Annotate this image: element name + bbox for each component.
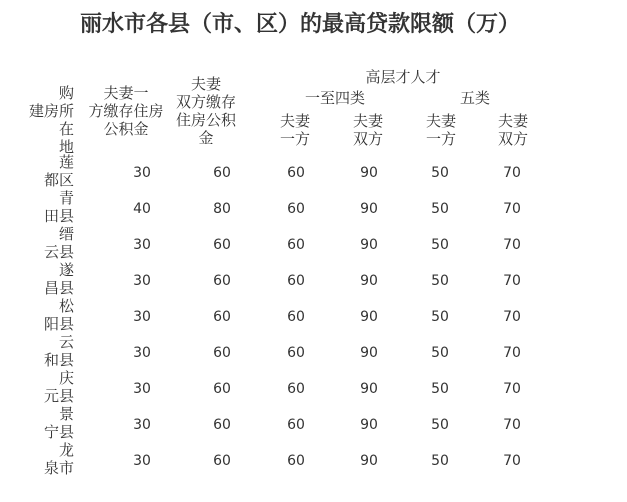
value-g2-single: 50: [431, 381, 449, 397]
value-single-fund: 30: [133, 273, 151, 289]
value-g2-double: 70: [503, 309, 521, 325]
value-g1-single: 60: [287, 309, 305, 325]
header-g2-double-label: 夫妻 双方: [497, 112, 528, 148]
value-g2-double: 70: [503, 165, 521, 181]
header-g2-single-label: 夫妻 一方: [425, 112, 456, 148]
value-g1-single: 60: [287, 381, 305, 397]
value-g1-double: 90: [360, 453, 378, 469]
header-location-label: 购 建房所在 地: [28, 84, 74, 156]
value-g2-single: 50: [431, 165, 449, 181]
header-double-fund-label: 夫妻 双方缴存 住房公积 金: [175, 75, 236, 147]
value-g1-double: 90: [360, 237, 378, 253]
row-location-name: 云 和县: [43, 333, 74, 369]
value-g1-double: 90: [360, 309, 378, 325]
value-g1-single: 60: [287, 201, 305, 217]
row-location-name: 缙 云县: [43, 225, 74, 261]
value-g1-double: 90: [360, 381, 378, 397]
value-g2-double: 70: [503, 453, 521, 469]
value-single-fund: 30: [133, 417, 151, 433]
header-talent: 高层才人才: [365, 68, 441, 86]
value-g2-double: 70: [503, 345, 521, 361]
value-g1-double: 90: [360, 345, 378, 361]
value-single-fund: 30: [133, 381, 151, 397]
value-double-fund: 60: [213, 417, 231, 433]
header-g1-double: [335, 112, 383, 148]
page-title: 丽水市各县（市、区）的最高贷款限额（万）: [79, 11, 520, 37]
value-g2-double: 70: [503, 201, 521, 217]
header-g1-double-label: 夫妻 双方: [352, 112, 383, 148]
value-g2-single: 50: [431, 417, 449, 433]
value-g2-single: 50: [431, 453, 449, 469]
header-g2-single: [408, 112, 456, 148]
value-g2-single: 50: [431, 309, 449, 325]
row-location-name: 遂 昌县: [43, 261, 74, 297]
row-location-name: 松 阳县: [43, 297, 74, 333]
header-g2-double: [480, 112, 528, 148]
value-double-fund: 60: [213, 381, 231, 397]
value-g2-single: 50: [431, 201, 449, 217]
header-group-5: 五类: [459, 89, 490, 107]
value-g1-single: 60: [287, 345, 305, 361]
row-location-name: 莲 都区: [43, 153, 74, 189]
value-g1-double: 90: [360, 417, 378, 433]
value-g2-double: 70: [503, 381, 521, 397]
value-g2-single: 50: [431, 273, 449, 289]
value-g1-double: 90: [360, 273, 378, 289]
value-g2-single: 50: [431, 237, 449, 253]
value-g2-single: 50: [431, 345, 449, 361]
header-g1-single: [262, 112, 310, 148]
row-location-name: 青 田县: [43, 189, 74, 225]
value-single-fund: 30: [133, 345, 151, 361]
value-g2-double: 70: [503, 417, 521, 433]
value-double-fund: 60: [213, 453, 231, 469]
header-g1-single-label: 夫妻 一方: [279, 112, 310, 148]
value-single-fund: 30: [133, 309, 151, 325]
value-double-fund: 60: [213, 237, 231, 253]
row-location-name: 景 宁县: [43, 405, 74, 441]
value-g1-single: 60: [287, 237, 305, 253]
value-g1-single: 60: [287, 417, 305, 433]
value-double-fund: 80: [213, 201, 231, 217]
row-location-name: 庆 元县: [43, 369, 74, 405]
value-g1-double: 90: [360, 165, 378, 181]
value-double-fund: 60: [213, 273, 231, 289]
header-single-fund-label: 夫妻一 方缴存住房 公积金: [88, 84, 164, 138]
value-single-fund: 30: [133, 453, 151, 469]
value-g1-single: 60: [287, 453, 305, 469]
value-double-fund: 60: [213, 309, 231, 325]
header-group-1-4: 一至四类: [304, 89, 365, 107]
value-g1-single: 60: [287, 165, 305, 181]
value-g2-double: 70: [503, 273, 521, 289]
value-g1-single: 60: [287, 273, 305, 289]
value-double-fund: 60: [213, 345, 231, 361]
value-g1-double: 90: [360, 201, 378, 217]
value-double-fund: 60: [213, 165, 231, 181]
value-g2-double: 70: [503, 237, 521, 253]
value-single-fund: 40: [133, 201, 151, 217]
row-location-name: 龙 泉市: [43, 441, 74, 477]
header-location: [22, 84, 74, 156]
value-single-fund: 30: [133, 237, 151, 253]
header-single-fund: [86, 84, 166, 138]
header-double-fund: [172, 75, 240, 147]
value-single-fund: 30: [133, 165, 151, 181]
